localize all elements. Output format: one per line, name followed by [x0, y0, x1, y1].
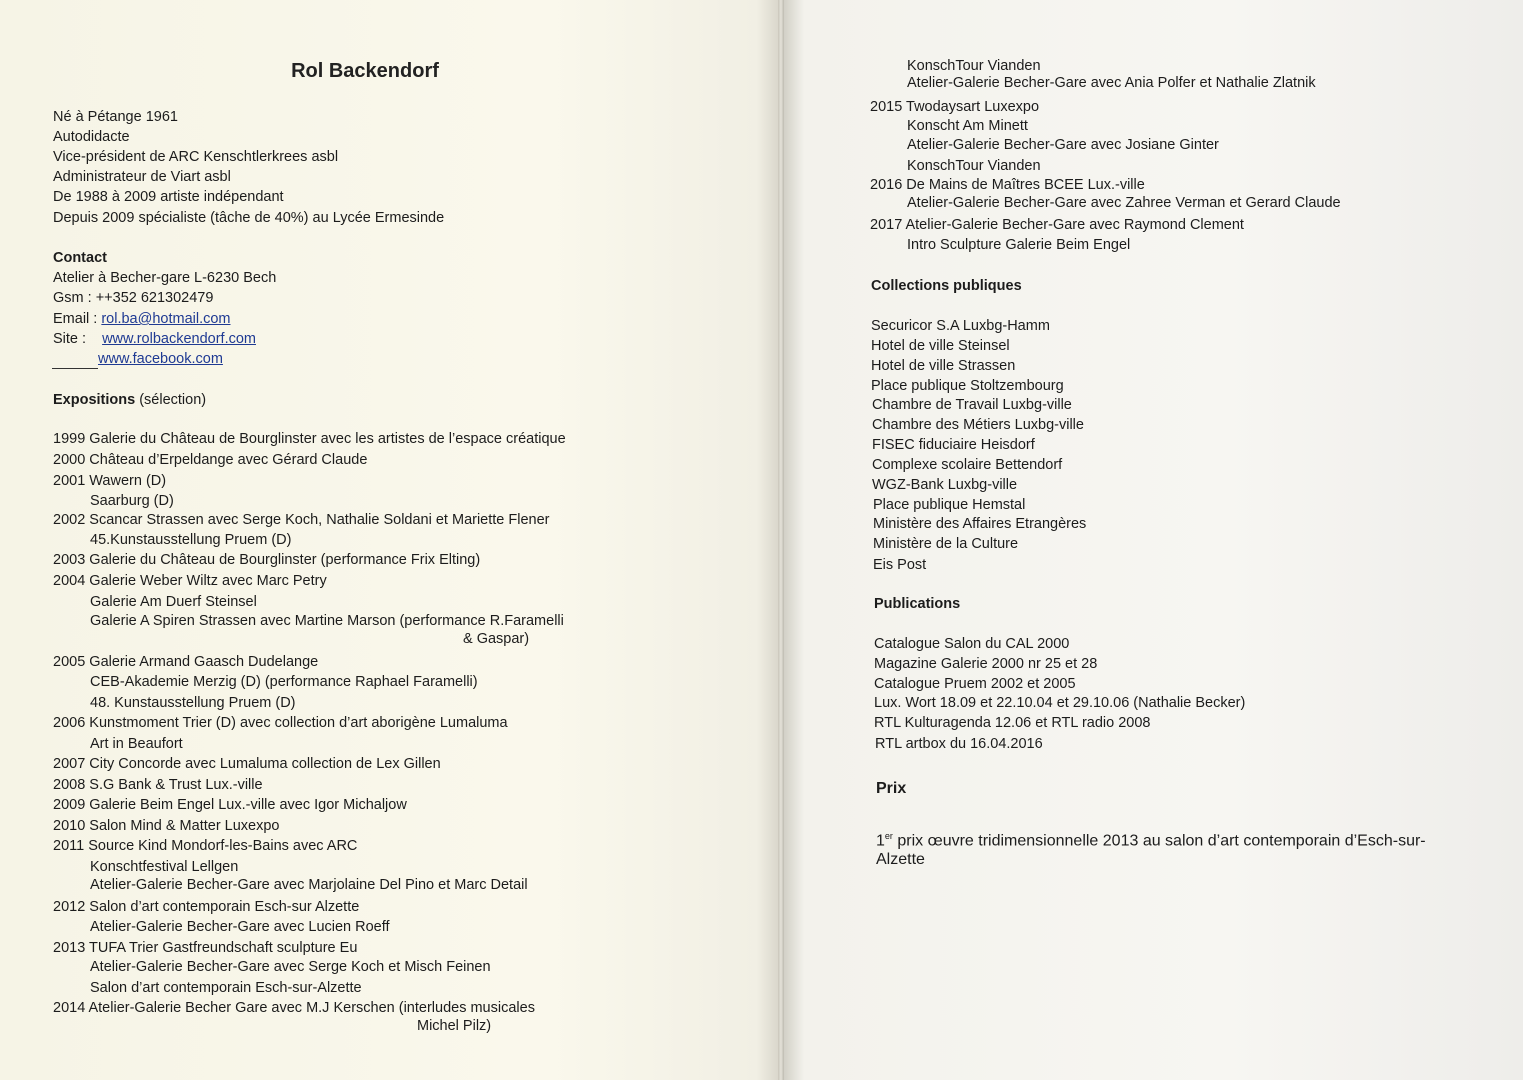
contact-gsm: Gsm : ++352 621302479	[53, 290, 214, 306]
exposition-line: & Gaspar)	[463, 631, 530, 647]
exposition-line: 2005 Galerie Armand Gaasch Dudelange	[53, 654, 319, 670]
exposition-line: Atelier-Galerie Becher-Gare avec Ania Polfer et Nathalie Zlatnik	[907, 75, 1316, 91]
exposition-line: Intro Sculpture Galerie Beim Engel	[907, 237, 1131, 253]
exposition-line: 2010 Salon Mind & Matter Luxexpo	[53, 818, 280, 834]
exposition-line: Konschtfestival Lellgen	[90, 859, 239, 875]
exposition-line: KonschTour Vianden	[907, 58, 1041, 74]
exposition-line: 2008 S.G Bank & Trust Lux.-ville	[53, 777, 263, 793]
collection-item: Hotel de ville Steinsel	[871, 338, 1010, 354]
bio-line: Autodidacte	[53, 129, 130, 145]
exposition-line: Atelier-Galerie Becher-Gare avec Zahree Verman et Gerard Claude	[907, 195, 1341, 211]
collection-item: Ministère des Affaires Etrangères	[873, 516, 1087, 532]
expositions-heading-suffix: (sélection)	[135, 392, 207, 408]
contact-email-row	[53, 309, 231, 329]
collection-item: Place publique Stoltzembourg	[871, 378, 1064, 394]
expositions-heading-label: Expositions	[53, 392, 136, 408]
exposition-line: 2014 Atelier-Galerie Becher Gare avec M.J Kerschen (interludes musicales	[53, 1000, 535, 1016]
exposition-line: Atelier-Galerie Becher-Gare avec Serge Koch et Misch Feinen	[90, 959, 491, 975]
facebook-link[interactable]: www.facebook.com	[98, 351, 223, 367]
publication-item: Lux. Wort 18.09 et 22.10.04 et 29.10.06 (Nathalie Becker)	[874, 695, 1246, 711]
collection-item: Eis Post	[873, 557, 927, 573]
exposition-line: 48. Kunstausstellung Pruem (D)	[90, 695, 296, 711]
prix-ordinal: 1	[876, 832, 885, 850]
exposition-line: 1999 Galerie du Château de Bourglinster avec les artistes de l’espace créatique	[53, 431, 566, 447]
facebook-row	[98, 349, 223, 369]
email-label: Email :	[53, 311, 102, 327]
collection-item: Securicor S.A Luxbg-Hamm	[871, 318, 1050, 334]
exposition-line: 2001 Wawern (D)	[53, 473, 167, 489]
contact-site-row	[53, 329, 256, 349]
exposition-line: Saarburg (D)	[90, 493, 174, 509]
exposition-line: 2004 Galerie Weber Wiltz avec Marc Petry	[53, 573, 327, 589]
bio-line: Depuis 2009 spécialiste (tâche de 40%) au Lycée Ermesinde	[53, 210, 445, 226]
exposition-line: Salon d’art contemporain Esch-sur-Alzette	[90, 980, 362, 996]
bio-line: De 1988 à 2009 artiste indépendant	[53, 189, 284, 205]
collection-item: Complexe scolaire Bettendorf	[872, 457, 1063, 473]
collections-heading: Collections publiques	[871, 278, 1022, 294]
exposition-line: Michel Pilz)	[417, 1018, 492, 1034]
exposition-line: Art in Beaufort	[90, 736, 183, 752]
exposition-line: 45.Kunstausstellung Pruem (D)	[90, 532, 292, 548]
prix-line-2: Alzette	[876, 851, 925, 868]
exposition-line: KonschTour Vianden	[907, 158, 1041, 174]
collection-item: Chambre de Travail Luxbg-ville	[872, 397, 1072, 413]
prix-line-1	[876, 824, 1426, 853]
exposition-line: 2011 Source Kind Mondorf-les-Bains avec ARC	[53, 838, 358, 854]
exposition-line: 2003 Galerie du Château de Bourglinster (performance Frix Elting)	[53, 552, 481, 568]
bio-line: Vice-président de ARC Kenschtlerkrees asbl	[53, 149, 339, 165]
bio-line: Né à Pétange 1961	[53, 109, 178, 125]
collection-item: Place publique Hemstal	[873, 497, 1026, 513]
collection-item: FISEC fiduciaire Heisdorf	[872, 437, 1035, 453]
prix-heading: Prix	[876, 780, 907, 797]
publication-item: RTL artbox du 16.04.2016	[875, 736, 1043, 752]
prix-text: prix œuvre tridimensionnelle 2013 au salon d’art contemporain d’Esch-sur-	[892, 832, 1426, 850]
bio-line: Administrateur de Viart asbl	[53, 169, 231, 185]
site-link[interactable]: www.rolbackendorf.com	[102, 331, 256, 347]
publication-item: Catalogue Pruem 2002 et 2005	[874, 676, 1076, 692]
exposition-line: 2013 TUFA Trier Gastfreundschaft sculpture Eu	[53, 940, 358, 956]
underline-rule	[52, 368, 98, 369]
prix-ordinal-sup: er	[884, 831, 893, 841]
email-link[interactable]: rol.ba@hotmail.com	[101, 311, 231, 327]
exposition-line: CEB-Akademie Merzig (D) (performance Raphael Faramelli)	[90, 674, 478, 690]
exposition-line: 2016 De Mains de Maîtres BCEE Lux.-ville	[870, 177, 1145, 193]
exposition-line: Atelier-Galerie Becher-Gare avec Marjolaine Del Pino et Marc Detail	[90, 877, 528, 893]
exposition-line: Atelier-Galerie Becher-Gare avec Josiane Ginter	[907, 137, 1219, 153]
exposition-line: Atelier-Galerie Becher-Gare avec Lucien Roeff	[90, 919, 390, 935]
exposition-line: 2002 Scancar Strassen avec Serge Koch, Nathalie Soldani et Mariette Flener	[53, 512, 550, 528]
site-label: Site :	[53, 331, 87, 347]
exposition-line: 2000 Château d’Erpeldange avec Gérard Claude	[53, 452, 368, 468]
exposition-line: Galerie A Spiren Strassen avec Martine Marson (performance R.Faramelli	[90, 613, 564, 629]
publication-item: Catalogue Salon du CAL 2000	[874, 636, 1070, 652]
contact-address: Atelier à Becher-gare L-6230 Bech	[53, 270, 277, 286]
contact-heading: Contact	[53, 250, 107, 266]
collection-item: Hotel de ville Strassen	[871, 358, 1016, 374]
exposition-line: 2007 City Concorde avec Lumaluma collection de Lex Gillen	[53, 756, 441, 772]
exposition-line: Galerie Am Duerf Steinsel	[90, 594, 257, 610]
exposition-line: 2017 Atelier-Galerie Becher-Gare avec Raymond Clement	[870, 217, 1244, 233]
collection-item: Ministère de la Culture	[873, 536, 1019, 552]
exposition-line: Konscht Am Minett	[907, 118, 1028, 134]
collection-item: Chambre des Métiers Luxbg-ville	[872, 417, 1084, 433]
book-gutter	[778, 0, 784, 1080]
publication-item: Magazine Galerie 2000 nr 25 et 28	[874, 656, 1098, 672]
exposition-line: 2006 Kunstmoment Trier (D) avec collection d’art aborigène Lumaluma	[53, 715, 508, 731]
exposition-line: 2009 Galerie Beim Engel Lux.-ville avec Igor Michaljow	[53, 797, 407, 813]
exposition-line: 2012 Salon d’art contemporain Esch-sur Alzette	[53, 899, 360, 915]
publications-heading: Publications	[874, 596, 961, 612]
exposition-line: 2015 Twodaysart Luxexpo	[870, 99, 1040, 115]
page-title: Rol Backendorf	[291, 60, 439, 82]
publication-item: RTL Kulturagenda 12.06 et RTL radio 2008	[874, 715, 1151, 731]
collection-item: WGZ-Bank Luxbg-ville	[872, 477, 1018, 493]
expositions-heading	[53, 390, 206, 410]
